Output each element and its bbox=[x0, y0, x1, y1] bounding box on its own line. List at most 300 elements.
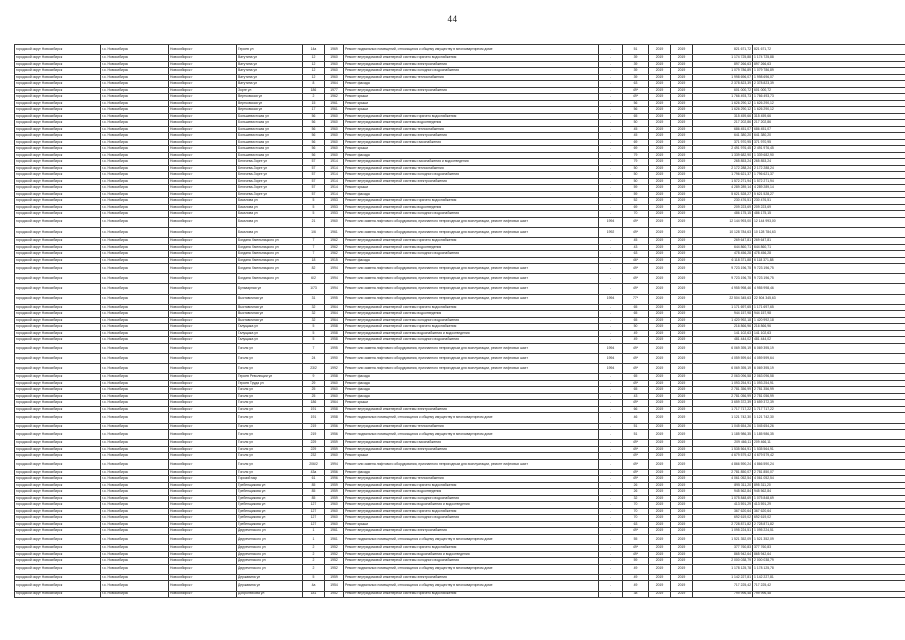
cell-col9: 56 bbox=[623, 100, 649, 107]
cell-col9: 49* bbox=[623, 217, 649, 227]
cell-street: Гребенщикова ул bbox=[237, 508, 303, 515]
cell-city: г.о. Новосибирск bbox=[101, 354, 169, 364]
cell-col8: - bbox=[599, 330, 623, 337]
cell-house: 232 bbox=[303, 453, 325, 460]
cell-end: 2019 bbox=[671, 152, 693, 159]
cell-house: 5 bbox=[303, 330, 325, 337]
cell-year: 1962 bbox=[325, 94, 344, 101]
cell-street: Галущака ул bbox=[237, 337, 303, 344]
cell-city: г.о. Новосибирск bbox=[101, 430, 169, 440]
table-row bbox=[15, 343, 905, 353]
cell-end: 2019 bbox=[671, 139, 693, 146]
cell-city: г.о. Новосибирск bbox=[101, 413, 169, 423]
cell-city: г.о. Новосибирск bbox=[101, 159, 169, 166]
cell-col8: 1994 bbox=[599, 217, 623, 227]
cell-col8: - bbox=[599, 591, 623, 598]
cell-street: Двуреченского ул bbox=[237, 528, 303, 535]
cell-district: городской округ Новосибирск bbox=[15, 238, 101, 245]
cell-start: 2019 bbox=[649, 257, 671, 264]
cell-start: 2019 bbox=[649, 264, 671, 274]
cell-col9: 63 bbox=[623, 521, 649, 528]
cell-street: Бикалова ул bbox=[237, 217, 303, 227]
cell-year: 1958 bbox=[325, 374, 344, 381]
cell-house: 5 bbox=[303, 211, 325, 218]
cell-start: 2019 bbox=[649, 581, 671, 591]
cell-year: 1953 bbox=[325, 198, 344, 205]
cell-total: 2 063 096,58 bbox=[693, 374, 753, 381]
cell-locality: Новосибирск г bbox=[169, 551, 237, 558]
cell-year: 1958 bbox=[325, 330, 344, 337]
cell-end: 2019 bbox=[671, 227, 693, 237]
cell-locality: Новосибирск г bbox=[169, 528, 237, 535]
cell-end: 2019 bbox=[671, 380, 693, 387]
cell-sum: 216 866,96 bbox=[753, 324, 905, 331]
cell-year: 1959 bbox=[325, 440, 344, 447]
cell-sum: 1 626 290,12 bbox=[753, 100, 905, 107]
cell-col9: 49* bbox=[623, 87, 649, 94]
cell-total: 1 095 224,51 bbox=[693, 528, 753, 535]
cell-end: 2019 bbox=[671, 100, 693, 107]
cell-house: 2 bbox=[303, 564, 325, 574]
cell-works: Ремонт внутридомовой инженерной системы газоснабжения bbox=[344, 440, 599, 447]
cell-col8: - bbox=[599, 146, 623, 153]
cell-total: 1 121 742,30 bbox=[693, 413, 753, 423]
cell-locality: Новосибирск г bbox=[169, 374, 237, 381]
cell-city: г.о. Новосибирск bbox=[101, 113, 169, 120]
cell-total: 686 451,07 bbox=[693, 126, 753, 133]
cell-total: 1 171 697,65 bbox=[693, 304, 753, 311]
cell-works: Ремонт или замена лифтового оборудования, признанного непригодным для эксплуатации, ремонт лифтовых шахт bbox=[344, 459, 599, 469]
cell-end: 2019 bbox=[671, 178, 693, 185]
cell-sum: 717 225,42 bbox=[753, 581, 905, 591]
cell-start: 2019 bbox=[649, 423, 671, 430]
cell-city: г.о. Новосибирск bbox=[101, 558, 169, 565]
cell-works: Ремонт внутридомовой инженерной системы холодного водоснабжения bbox=[344, 495, 599, 502]
cell-works: Ремонт внутридомовой инженерной системы теплоснабжения bbox=[344, 476, 599, 483]
cell-sum: 821 671,72 bbox=[753, 45, 905, 55]
cell-col9: 52 bbox=[623, 198, 649, 205]
cell-city: г.о. Новосибирск bbox=[101, 374, 169, 381]
cell-total: 315 459,66 bbox=[693, 113, 753, 120]
cell-house: 219 bbox=[303, 423, 325, 430]
cell-works: Ремонт внутридомовой инженерной системы теплоснабжения bbox=[344, 74, 599, 81]
cell-locality: Новосибирск г bbox=[169, 74, 237, 81]
cell-end: 2019 bbox=[671, 120, 693, 127]
cell-col8: - bbox=[599, 257, 623, 264]
cell-district: городской округ Новосибирск bbox=[15, 515, 101, 522]
cell-house: 7 bbox=[303, 244, 325, 251]
cell-col8: - bbox=[599, 238, 623, 245]
cell-street: Вертковская ул bbox=[237, 107, 303, 114]
cell-col9: 50 bbox=[623, 120, 649, 127]
cell-col9: 49 bbox=[623, 564, 649, 574]
cell-city: г.о. Новосибирск bbox=[101, 489, 169, 496]
cell-total: 2 172 288,24 bbox=[693, 165, 753, 172]
cell-works: Ремонт внутридомовой инженерной системы холодного водоснабжения bbox=[344, 251, 599, 258]
cell-col8: - bbox=[599, 244, 623, 251]
cell-end: 2019 bbox=[671, 81, 693, 88]
cell-start: 2019 bbox=[649, 178, 671, 185]
cell-city: г.о. Новосибирск bbox=[101, 446, 169, 453]
cell-total: 141 102,63 bbox=[693, 330, 753, 337]
cell-col9: 70 bbox=[623, 502, 649, 509]
cell-works: Ремонт внутридомовой инженерной системы водоснабжения и водоотведения bbox=[344, 502, 599, 509]
cell-sum: 2 781 850,07 bbox=[753, 469, 905, 476]
cell-street: Двуреченского ул bbox=[237, 551, 303, 558]
cell-sum: 10 128 784,63 bbox=[753, 227, 905, 237]
cell-street: Выставочная ул bbox=[237, 317, 303, 324]
cell-year: 1995 bbox=[325, 343, 344, 353]
cell-works: Ремонт внутридомовой инженерной системы электроснабжения bbox=[344, 574, 599, 581]
table-row bbox=[15, 364, 905, 374]
cell-col9: 65 bbox=[623, 387, 649, 394]
cell-sum: 1 142 227,81 bbox=[753, 574, 905, 581]
cell-works: Ремонт внутридомовой инженерной системы водоотведения bbox=[344, 120, 599, 127]
cell-house: 127 bbox=[303, 508, 325, 515]
cell-house: 56 bbox=[303, 120, 325, 127]
cell-city: г.о. Новосибирск bbox=[101, 453, 169, 460]
cell-sum: 6 069 395,19 bbox=[753, 343, 905, 353]
cell-street: Гребенщикова ул bbox=[237, 495, 303, 502]
cell-total: 2 781 056,99 bbox=[693, 393, 753, 400]
cell-end: 2019 bbox=[671, 337, 693, 344]
cell-total: 6 069 395,19 bbox=[693, 343, 753, 353]
cell-end: 2019 bbox=[671, 413, 693, 423]
cell-works: Ремонт внутридомовой инженерной системы электроснабжения bbox=[344, 406, 599, 413]
cell-district: городской округ Новосибирск bbox=[15, 159, 101, 166]
cell-total: 1 093 254,91 bbox=[693, 380, 753, 387]
cell-district: городской округ Новосибирск bbox=[15, 364, 101, 374]
cell-city: г.о. Новосибирск bbox=[101, 521, 169, 528]
cell-house: 85 bbox=[303, 482, 325, 489]
cell-col8: - bbox=[599, 211, 623, 218]
cell-district: городской округ Новосибирск bbox=[15, 217, 101, 227]
cell-street: Гоголя ул bbox=[237, 446, 303, 453]
cell-col8: - bbox=[599, 406, 623, 413]
cell-col9: 70 bbox=[623, 508, 649, 515]
cell-start: 2019 bbox=[649, 364, 671, 374]
cell-city: г.о. Новосибирск bbox=[101, 476, 169, 483]
cell-works: Ремонт подвальных помещений, относящихся к общему имуществу в многоквартирном доме bbox=[344, 45, 599, 55]
cell-city: г.о. Новосибирск bbox=[101, 178, 169, 185]
cell-start: 2019 bbox=[649, 191, 671, 198]
cell-year: 1964 bbox=[325, 317, 344, 324]
cell-works: Ремонт внутридомовой инженерной системы водоснабжения и водоотведения bbox=[344, 551, 599, 558]
cell-col9: 70 bbox=[623, 515, 649, 522]
cell-city: г.о. Новосибирск bbox=[101, 337, 169, 344]
cell-sum: 209 466,11 bbox=[753, 440, 905, 447]
cell-end: 2019 bbox=[671, 330, 693, 337]
cell-locality: Новосибирск г bbox=[169, 413, 237, 423]
cell-total: 644 860,71 bbox=[693, 244, 753, 251]
cell-end: 2019 bbox=[671, 354, 693, 364]
cell-district: городской округ Новосибирск bbox=[15, 45, 101, 55]
cell-col8: - bbox=[599, 387, 623, 394]
table-row bbox=[15, 459, 905, 469]
cell-works: Ремонт внутридомовой инженерной системы электроснабжения bbox=[344, 178, 599, 185]
cell-locality: Новосибирск г bbox=[169, 165, 237, 172]
cell-sum: 1 717 717,22 bbox=[753, 406, 905, 413]
cell-year: 1914 bbox=[325, 165, 344, 172]
cell-house: 14а bbox=[303, 45, 325, 55]
cell-sum: 945 562,84 bbox=[753, 489, 905, 496]
cell-col8: - bbox=[599, 413, 623, 423]
cell-year: 1914 bbox=[325, 191, 344, 198]
cell-house: 15 bbox=[303, 100, 325, 107]
cell-street: Бегичева-Зорге ул bbox=[237, 191, 303, 198]
cell-house: 2 bbox=[303, 551, 325, 558]
cell-col9: 70 bbox=[623, 211, 649, 218]
cell-col8: - bbox=[599, 139, 623, 146]
cell-col9: 45 bbox=[623, 126, 649, 133]
cell-sum: 315 459,66 bbox=[753, 113, 905, 120]
cell-total: 22 504 345,63 bbox=[693, 294, 753, 304]
cell-start: 2019 bbox=[649, 495, 671, 502]
cell-total: 2 781 356,99 bbox=[693, 387, 753, 394]
cell-col9: 49* bbox=[623, 94, 649, 101]
cell-district: городской округ Новосибирск bbox=[15, 61, 101, 68]
cell-city: г.о. Новосибирск bbox=[101, 146, 169, 153]
cell-sum: 12 144 993,00 bbox=[753, 217, 905, 227]
cell-col8: - bbox=[599, 185, 623, 192]
cell-end: 2019 bbox=[671, 440, 693, 447]
cell-col8: - bbox=[599, 107, 623, 114]
table-row bbox=[15, 354, 905, 364]
cell-end: 2019 bbox=[671, 294, 693, 304]
cell-col8: - bbox=[599, 534, 623, 544]
cell-sum: 9 723 196,75 bbox=[753, 264, 905, 274]
cell-col9: 45 bbox=[623, 133, 649, 140]
cell-year: 1992 bbox=[325, 364, 344, 374]
cell-works: Ремонт подвальных помещений, относящихся к общему имуществу в многоквартирном доме bbox=[344, 534, 599, 544]
cell-street: Выставочная ул bbox=[237, 304, 303, 311]
cell-col9: 49* bbox=[623, 284, 649, 294]
cell-year: 1960 bbox=[325, 146, 344, 153]
cell-house: 2 bbox=[303, 558, 325, 565]
cell-start: 2019 bbox=[649, 61, 671, 68]
cell-district: городской округ Новосибирск bbox=[15, 574, 101, 581]
cell-works: Ремонт внутридомовой инженерной системы электроснабжения bbox=[344, 446, 599, 453]
cell-locality: Новосибирск г bbox=[169, 343, 237, 353]
cell-col8: - bbox=[599, 264, 623, 274]
cell-city: г.о. Новосибирск bbox=[101, 251, 169, 258]
cell-locality: Новосибирск г bbox=[169, 113, 237, 120]
cell-end: 2019 bbox=[671, 469, 693, 476]
cell-house: 32 bbox=[303, 311, 325, 318]
cell-street: Двуреченского ул bbox=[237, 534, 303, 544]
cell-total: 1 626 290,12 bbox=[693, 107, 753, 114]
cell-end: 2019 bbox=[671, 68, 693, 75]
cell-end: 2019 bbox=[671, 257, 693, 264]
cell-end: 2019 bbox=[671, 172, 693, 179]
cell-locality: Новосибирск г bbox=[169, 459, 237, 469]
cell-end: 2019 bbox=[671, 61, 693, 68]
cell-district: городской округ Новосибирск bbox=[15, 191, 101, 198]
cell-col8: 1994 bbox=[599, 343, 623, 353]
cell-end: 2019 bbox=[671, 502, 693, 509]
cell-sum: 799 996,48 bbox=[753, 591, 905, 598]
cell-total: 945 562,84 bbox=[693, 489, 753, 496]
cell-year: 1953 bbox=[325, 211, 344, 218]
cell-house: 56 bbox=[303, 152, 325, 159]
cell-start: 2019 bbox=[649, 198, 671, 205]
cell-works: Ремонт внутридомовой инженерной системы водоотведения bbox=[344, 311, 599, 318]
table-row bbox=[15, 217, 905, 227]
cell-end: 2019 bbox=[671, 107, 693, 114]
cell-col8: - bbox=[599, 311, 623, 318]
cell-total: 2 000 038,79 bbox=[693, 558, 753, 565]
cell-street: Двуреченского ул bbox=[237, 545, 303, 552]
cell-total: 1 079 786,89 bbox=[693, 68, 753, 75]
cell-col8: - bbox=[599, 430, 623, 440]
cell-start: 2019 bbox=[649, 185, 671, 192]
cell-house: 12 bbox=[303, 55, 325, 62]
cell-end: 2019 bbox=[671, 74, 693, 81]
cell-street: Бегичева-Зорге ул bbox=[237, 172, 303, 179]
cell-sum: 230 476,51 bbox=[753, 198, 905, 205]
cell-end: 2019 bbox=[671, 581, 693, 591]
cell-total: 717 225,42 bbox=[693, 581, 753, 591]
cell-street: Галущака ул bbox=[237, 324, 303, 331]
cell-start: 2019 bbox=[649, 400, 671, 407]
cell-sum: 2 728 871,82 bbox=[753, 521, 905, 528]
table-body bbox=[15, 45, 905, 598]
cell-start: 2019 bbox=[649, 94, 671, 101]
cell-works: Ремонт фасада bbox=[344, 393, 599, 400]
cell-col9: 43 bbox=[623, 393, 649, 400]
cell-works: Ремонт или замена лифтового оборудования, признанного непригодным для эксплуатации, ремонт лифтовых шахт bbox=[344, 217, 599, 227]
cell-total: 4 059 599,64 bbox=[693, 354, 753, 364]
cell-col8: - bbox=[599, 440, 623, 447]
cell-end: 2019 bbox=[671, 545, 693, 552]
cell-city: г.о. Новосибирск bbox=[101, 45, 169, 55]
cell-sum: 2 781 356,99 bbox=[753, 387, 905, 394]
cell-house: 32 bbox=[303, 317, 325, 324]
cell-street: Гоголя ул bbox=[237, 354, 303, 364]
cell-city: г.о. Новосибирск bbox=[101, 204, 169, 211]
cell-city: г.о. Новосибирск bbox=[101, 81, 169, 88]
cell-start: 2019 bbox=[649, 244, 671, 251]
cell-col9: 49* bbox=[623, 528, 649, 535]
cell-house: 1 bbox=[303, 534, 325, 544]
table-row bbox=[15, 284, 905, 294]
cell-works: Ремонт внутридомовой инженерной системы горячего водоснабжения bbox=[344, 198, 599, 205]
cell-works: Ремонт внутридомовой инженерной системы теплоснабжения bbox=[344, 126, 599, 133]
cell-end: 2019 bbox=[671, 324, 693, 331]
cell-district: городской округ Новосибирск bbox=[15, 446, 101, 453]
cell-col8: - bbox=[599, 204, 623, 211]
cell-sum: 265 853,24 bbox=[753, 159, 905, 166]
cell-street: Гоголя ул bbox=[237, 459, 303, 469]
cell-house: 2 bbox=[303, 94, 325, 101]
cell-total: 265 853,24 bbox=[693, 159, 753, 166]
cell-locality: Новосибирск г bbox=[169, 591, 237, 598]
cell-city: г.о. Новосибирск bbox=[101, 324, 169, 331]
cell-locality: Новосибирск г bbox=[169, 545, 237, 552]
cell-district: городской округ Новосибирск bbox=[15, 453, 101, 460]
cell-works: Ремонт фасада bbox=[344, 257, 599, 264]
cell-start: 2019 bbox=[649, 311, 671, 318]
cell-house: 5 bbox=[303, 324, 325, 331]
cell-year: 1961 bbox=[325, 528, 344, 535]
cell-house: 2 bbox=[303, 545, 325, 552]
cell-house: 43а bbox=[303, 469, 325, 476]
cell-house: 24 bbox=[303, 354, 325, 364]
cell-locality: Новосибирск г bbox=[169, 107, 237, 114]
cell-total: 1 075 848,69 bbox=[693, 495, 753, 502]
cell-street: Большевистская ул bbox=[237, 152, 303, 159]
cell-district: городской округ Новосибирск bbox=[15, 311, 101, 318]
cell-works: Ремонт внутридомовой инженерной системы водоотведения bbox=[344, 204, 599, 211]
cell-house: 56 bbox=[303, 146, 325, 153]
cell-sum: 371 970,95 bbox=[753, 139, 905, 146]
cell-year: 1958 bbox=[325, 406, 344, 413]
cell-end: 2019 bbox=[671, 191, 693, 198]
cell-start: 2019 bbox=[649, 204, 671, 211]
cell-col8: - bbox=[599, 423, 623, 430]
cell-locality: Новосибирск г bbox=[169, 400, 237, 407]
cell-start: 2019 bbox=[649, 393, 671, 400]
cell-house: 1/6 bbox=[303, 227, 325, 237]
cell-works: Ремонт внутридомовой инженерной системы электроснабжения bbox=[344, 528, 599, 535]
cell-sum: 1 075 848,69 bbox=[753, 495, 905, 502]
cell-year: 1960 bbox=[325, 113, 344, 120]
cell-locality: Новосибирск г bbox=[169, 423, 237, 430]
cell-house: 12 bbox=[303, 61, 325, 68]
cell-year: 1961 bbox=[325, 107, 344, 114]
cell-sum: 897 266,63 bbox=[753, 61, 905, 68]
cell-sum: 644 860,71 bbox=[753, 244, 905, 251]
cell-locality: Новосибирск г bbox=[169, 564, 237, 574]
cell-street: Бегичева-Зорге ул bbox=[237, 165, 303, 172]
cell-street: Гоголя ул bbox=[237, 343, 303, 353]
cell-end: 2019 bbox=[671, 574, 693, 581]
cell-locality: Новосибирск г bbox=[169, 495, 237, 502]
cell-sum: 1 171 697,65 bbox=[753, 304, 905, 311]
cell-street: Горский мкр bbox=[237, 476, 303, 483]
cell-end: 2019 bbox=[671, 217, 693, 227]
cell-year: 1990 bbox=[325, 354, 344, 364]
cell-sum: 4 059 599,64 bbox=[753, 354, 905, 364]
cell-col8: 1992 bbox=[599, 227, 623, 237]
cell-total: 4 061 052,54 bbox=[693, 476, 753, 483]
cell-city: г.о. Новосибирск bbox=[101, 393, 169, 400]
cell-col8: 1994 bbox=[599, 294, 623, 304]
cell-works: Ремонт или замена лифтового оборудования, признанного непригодным для эксплуатации, ремонт лифтовых шахт bbox=[344, 294, 599, 304]
cell-city: г.о. Новосибирск bbox=[101, 217, 169, 227]
table-row bbox=[15, 430, 905, 440]
cell-street: Двуреченского ул bbox=[237, 564, 303, 574]
cell-start: 2019 bbox=[649, 211, 671, 218]
cell-district: городской округ Новосибирск bbox=[15, 343, 101, 353]
cell-works: Ремонт внутридомовой инженерной системы теплоснабжения bbox=[344, 423, 599, 430]
cell-city: г.о. Новосибирск bbox=[101, 107, 169, 114]
cell-house: 25 bbox=[303, 393, 325, 400]
cell-year: 1915 bbox=[325, 257, 344, 264]
cell-end: 2019 bbox=[671, 521, 693, 528]
cell-street: Богдана Хмельницкого ул bbox=[237, 274, 303, 284]
cell-district: городской округ Новосибирск bbox=[15, 521, 101, 528]
cell-street: Бикалова ул bbox=[237, 198, 303, 205]
cell-street: Богдана Хмельницкого ул bbox=[237, 251, 303, 258]
cell-col8: - bbox=[599, 198, 623, 205]
cell-street: Державина ул bbox=[237, 574, 303, 581]
cell-year: 1914 bbox=[325, 185, 344, 192]
cell-house: 57 bbox=[303, 172, 325, 179]
cell-sum: 2 781 056,99 bbox=[753, 393, 905, 400]
cell-col9: 49* bbox=[623, 446, 649, 453]
cell-works: Ремонт крыши bbox=[344, 400, 599, 407]
